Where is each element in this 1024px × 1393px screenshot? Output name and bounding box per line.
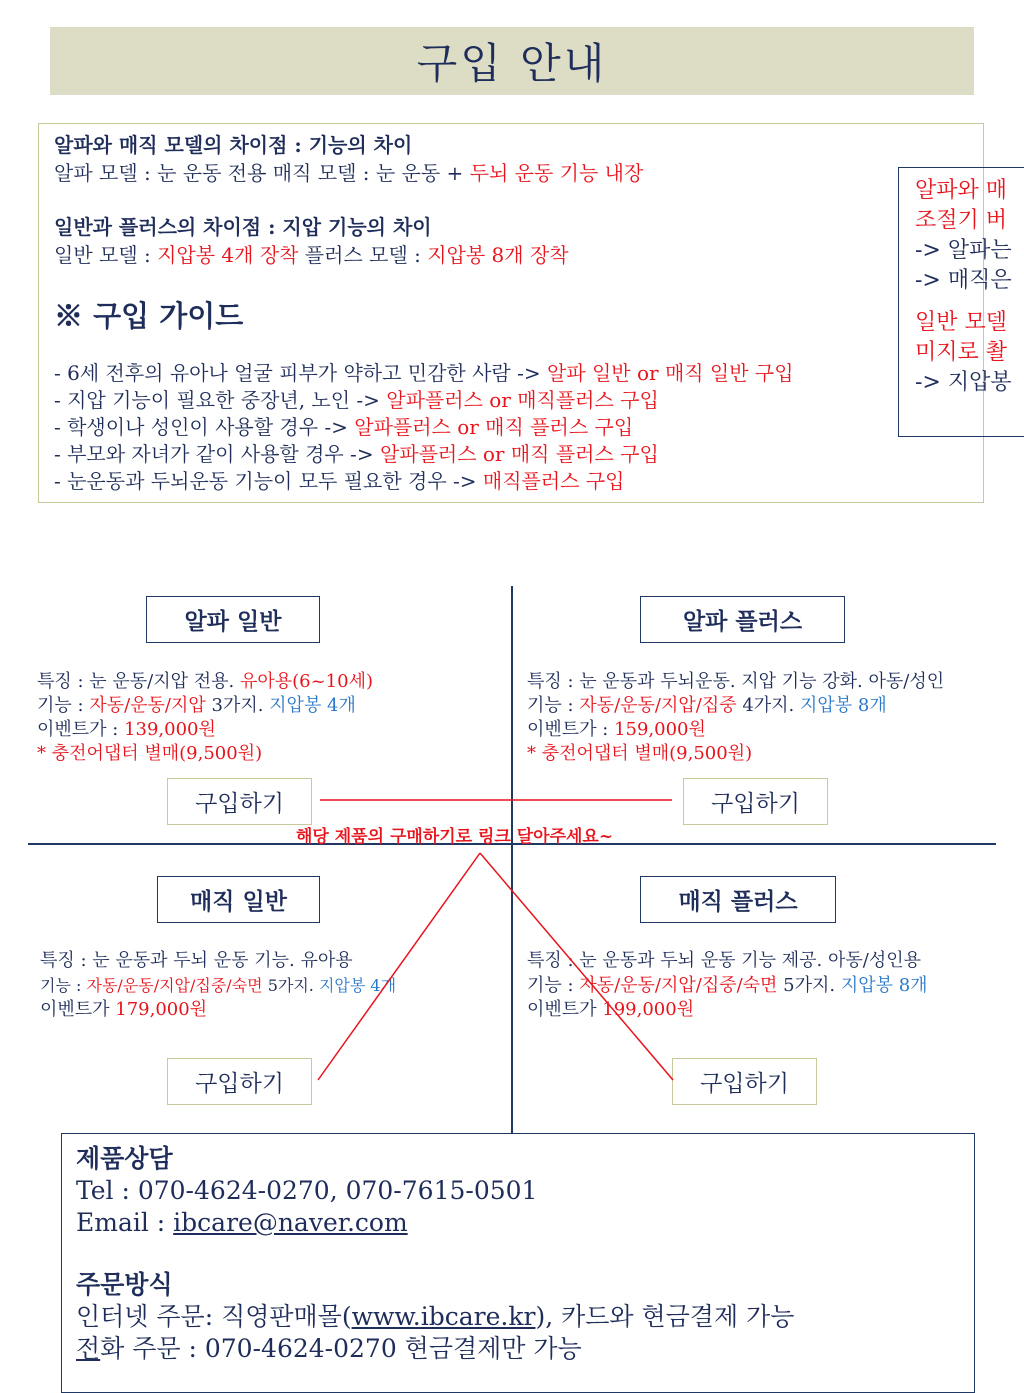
price-label: 이벤트가 : [37, 719, 125, 740]
phone-order-text: 화 주문 : 070-4624-0270 현금결제만 가능 [100, 1334, 582, 1363]
side-note-line: 미지로 촬 [915, 340, 1008, 365]
product-title-alpha-basic: 알파 일반 [146, 596, 320, 643]
feature-text: 특징 : 눈 운동/지압 전용. [37, 671, 240, 692]
annotation-line-left [318, 853, 480, 1080]
guide-item-recommend: 알파플러스 or 매직플러스 구입 [386, 388, 659, 412]
page-title: 구입 안내 [50, 27, 974, 95]
side-note-line: 알파와 매 [915, 178, 1008, 203]
product-title-alpha-plus: 알파 플러스 [640, 596, 845, 643]
diff2-highlight-a: 지압봉 4개 장착 [157, 243, 299, 267]
phone-order-first-char: 전 [76, 1334, 101, 1363]
diff1-desc: 알파 모델 : 눈 운동 전용 매직 모델 : 눈 운동 + [54, 161, 470, 185]
guide-item-recommend: 알파플러스 or 매직 플러스 구입 [379, 442, 659, 466]
diff2-desc-a: 일반 모델 : [54, 243, 158, 267]
consult-heading: 제품상담 [76, 1144, 173, 1173]
function-rods: 지압봉 8개 [840, 975, 928, 996]
function-count: 5가지. [262, 976, 319, 995]
magic-basic-feature: 특징 : 눈 운동과 두뇌 운동 기능. 유아용 [40, 950, 353, 971]
function-label: 기능 : [37, 695, 90, 716]
function-rods: 지압봉 4개 [269, 695, 356, 716]
function-modes: 자동/운동/지압/집중 [579, 695, 737, 716]
function-count: 3가지. [205, 695, 270, 716]
function-label: 기능 : [527, 695, 580, 716]
internet-order-line [76, 1301, 794, 1333]
product-title-magic-basic: 매직 일반 [157, 876, 320, 923]
guide-item-text: - 눈운동과 두뇌운동 기능이 모두 필요한 경우 -> [54, 469, 483, 493]
side-note-line: 일반 모델 [915, 310, 1008, 335]
price-value: 179,000원 [115, 999, 208, 1020]
annotation-line-right [480, 853, 673, 1080]
internet-order-payment: ), 카드와 현금결제 가능 [535, 1302, 795, 1331]
diff1-heading: 알파와 매직 모델의 차이점 : 기능의 차이 [54, 133, 413, 157]
link-request-annotation: 해당 제품의 구매하기로 링크 달아주세요~ [296, 827, 614, 847]
diff2-highlight-b: 지압봉 8개 장착 [427, 243, 569, 267]
guide-item-recommend: 알파플러스 or 매직 플러스 구입 [354, 415, 634, 439]
price-value: 139,000원 [124, 719, 216, 740]
guide-item-text: - 부모와 자녀가 같이 사용할 경우 -> [54, 442, 380, 466]
guide-item-recommend: 매직플러스 구입 [482, 469, 625, 493]
email-line [76, 1207, 408, 1239]
function-count: 5가지. [777, 975, 841, 996]
contact-box [61, 1133, 975, 1393]
alpha-plus-feature: 특징 : 눈 운동과 두뇌운동. 지압 기능 강화. 아동/성인 [527, 671, 945, 692]
buy-button-magic-basic[interactable]: 구입하기 [167, 1058, 312, 1105]
magic-plus-feature: 특징 : 눈 운동과 두뇌 운동 기능 제공. 아동/성인용 [527, 950, 921, 971]
shop-url-link[interactable]: www.ibcare.kr [351, 1302, 536, 1331]
product-title-magic-plus: 매직 플러스 [640, 876, 836, 923]
internet-order-text: 인터넷 주문: 직영판매몰( [76, 1302, 352, 1331]
feature-target: 유아용(6~10세) [239, 671, 373, 692]
diff2-heading: 일반과 플러스의 차이점 : 지압 기능의 차이 [54, 215, 432, 239]
function-modes: 자동/운동/지압/집중/숙면 [579, 975, 778, 996]
guide-heading: ※ 구입 가이드 [54, 299, 244, 333]
guide-item-text: - 학생이나 성인이 사용할 경우 -> [54, 415, 355, 439]
guide-item-text: - 6세 전후의 유아나 얼굴 피부가 약하고 민감한 사람 -> [54, 361, 547, 385]
diff1-highlight: 두뇌 운동 기능 내장 [469, 161, 644, 185]
tel-line: Tel : 070-4624-0270, 070-7615-0501 [76, 1176, 538, 1205]
alpha-basic-adapter-note: * 충전어댑터 별매(9,500원) [37, 743, 263, 764]
function-label: 기능 : [40, 976, 87, 995]
price-label: 이벤트가 [40, 999, 116, 1020]
price-label: 이벤트가 [527, 999, 603, 1020]
phone-order-line [76, 1333, 582, 1365]
diff2-desc-b: 플러스 모델 : [298, 243, 428, 267]
side-note-line: 조절기 버 [915, 208, 1008, 233]
email-label: Email : [76, 1208, 174, 1237]
email-link[interactable]: ibcare@naver.com [173, 1208, 408, 1237]
buy-button-magic-plus[interactable]: 구입하기 [672, 1058, 817, 1105]
guide-item-recommend: 알파 일반 or 매직 일반 구입 [546, 361, 794, 385]
price-label: 이벤트가 : [527, 719, 615, 740]
guide-item-text: - 지압 기능이 필요한 중장년, 노인 -> [54, 388, 387, 412]
function-rods: 지압봉 8개 [800, 695, 887, 716]
side-note-line: -> 매직은 [915, 268, 1012, 293]
buy-button-alpha-basic[interactable]: 구입하기 [167, 778, 312, 825]
price-value: 199,000원 [602, 999, 695, 1020]
alpha-plus-adapter-note: * 충전어댑터 별매(9,500원) [527, 743, 753, 764]
function-label: 기능 : [527, 975, 580, 996]
side-note-line: -> 지압봉 [915, 370, 1012, 395]
function-modes: 자동/운동/지압 [89, 695, 206, 716]
buy-button-alpha-plus[interactable]: 구입하기 [683, 778, 828, 825]
order-heading: 주문방식 [76, 1270, 173, 1299]
function-modes: 자동/운동/지압/집중/숙면 [86, 976, 263, 995]
price-value: 159,000원 [614, 719, 706, 740]
function-rods: 지압봉 4개 [318, 976, 397, 995]
function-count: 4가지. [736, 695, 800, 716]
side-note-line: -> 알파는 [915, 238, 1012, 263]
